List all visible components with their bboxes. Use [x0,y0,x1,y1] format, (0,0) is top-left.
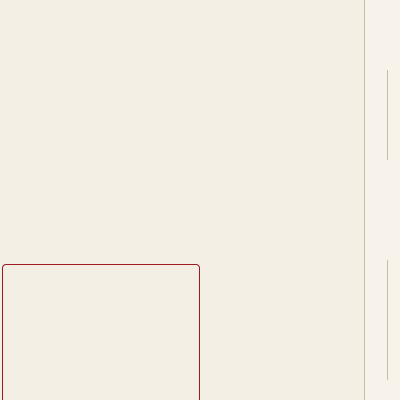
total-line[interactable] [387,70,388,160]
left-column [2,0,202,400]
order-form-strip [364,0,400,400]
right-column [206,0,362,400]
combination-platters-box [2,264,200,400]
phone-line[interactable] [387,260,388,380]
